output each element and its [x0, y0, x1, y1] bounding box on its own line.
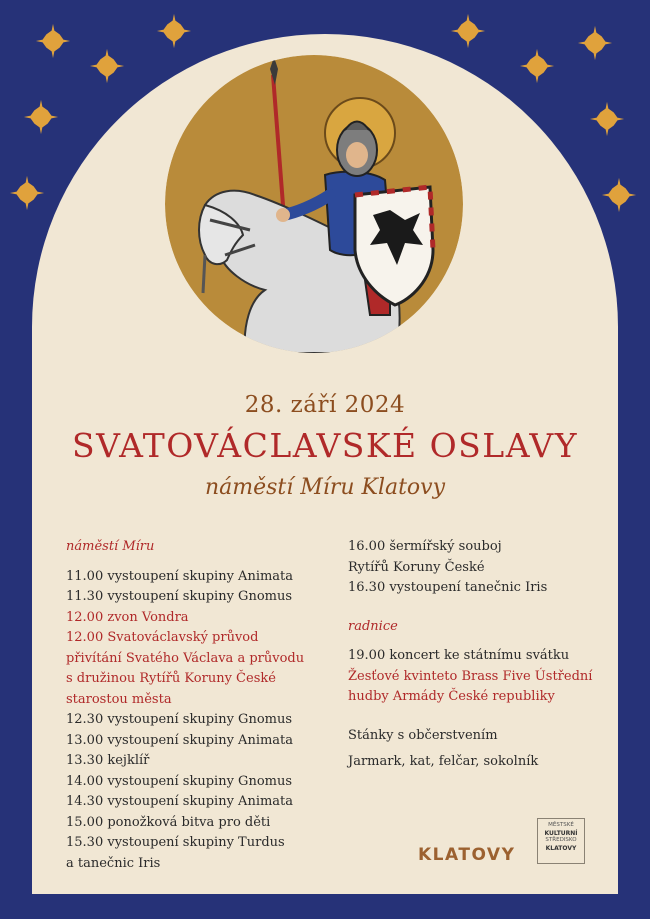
program-right-column: [348, 537, 598, 773]
star-icon: [155, 12, 193, 50]
program-line: hudby Armády České republiky: [348, 689, 555, 704]
logo-line: KLATOVY: [545, 844, 577, 852]
program-line: a tanečnic Iris: [66, 855, 161, 871]
klatovy-logo: KLATOVY: [418, 845, 516, 865]
program-line: 14.30 vystoupení skupiny Animata: [66, 794, 294, 809]
program-line: Rytířů Koruny České: [348, 559, 485, 575]
program-line: 14.00 vystoupení skupiny Gnomus: [66, 773, 293, 789]
logo-line: MĚSTSKÉ: [548, 822, 574, 828]
star-icon: [34, 22, 72, 60]
star-icon: [88, 47, 126, 85]
program-item: [66, 792, 316, 813]
program-left-column: [66, 537, 316, 874]
program-line: 12.30 vystoupení skupiny Gnomus: [66, 712, 293, 727]
section-heading: náměstí Míru: [66, 539, 155, 554]
program-item: [66, 751, 316, 772]
stalls-info: [348, 726, 598, 773]
logo-line: STŘEDISKO: [545, 837, 577, 843]
concert-line: 19.00 koncert ke státnímu svátku: [348, 648, 570, 663]
program-item: [66, 731, 316, 752]
program-line: 13.30 kejklíř: [66, 753, 150, 768]
program-item: [66, 833, 316, 874]
star-icon: [8, 174, 46, 212]
program-item: [348, 578, 598, 599]
program-item: [66, 608, 316, 629]
ensemble-info: [348, 667, 598, 708]
program-line: Žesťové kvinteto Brass Five Ústřední: [348, 668, 593, 684]
logo-line: KULTURNÍ: [544, 829, 578, 837]
program-line: Stánky s občerstvením: [348, 727, 498, 743]
saint-wenceslas-illustration: [165, 55, 463, 353]
program-line: s družinou Rytířů Koruny České: [66, 671, 276, 686]
program-item: [66, 813, 316, 834]
star-icon: [518, 47, 556, 85]
event-date: 28. září 2024: [244, 392, 406, 418]
program-line: starostou města: [66, 691, 172, 707]
event-location: náměstí Míru Klatovy: [204, 475, 446, 500]
section-heading: radnice: [348, 618, 398, 634]
star-icon: [22, 98, 60, 136]
program-item: [66, 567, 316, 588]
event-title: SVATOVÁCLAVSKÉ OSLAVY: [71, 426, 579, 465]
program-line: 16.30 vystoupení tanečnic Iris: [348, 580, 548, 595]
program-item: [66, 710, 316, 731]
program-item: [66, 772, 316, 793]
program-line: 11.00 vystoupení skupiny Animata: [66, 568, 294, 584]
program-item: [348, 537, 598, 578]
program-line: 12.00 Svatováclavský průvod: [66, 630, 259, 645]
program-item: [66, 628, 316, 710]
program-line: 13.00 vystoupení skupiny Animata: [66, 732, 294, 748]
program-line: 16.00 šermířský souboj: [348, 539, 502, 554]
program-line: 12.00 zvon Vondra: [66, 609, 189, 625]
program-line: Jarmark, kat, felčar, sokolník: [348, 754, 539, 769]
star-icon: [600, 176, 638, 214]
cultural-center-logo: [537, 818, 585, 864]
program-line: 15.00 ponožková bitva pro děti: [66, 814, 271, 830]
star-icon: [449, 12, 487, 50]
program-line: 11.30 vystoupení skupiny Gnomus: [66, 589, 293, 604]
star-icon: [576, 24, 614, 62]
program-line: 15.30 vystoupení skupiny Turdus: [66, 835, 285, 850]
program-line: přivítání Svatého Václava a průvodu: [66, 650, 305, 666]
star-icon: [588, 100, 626, 138]
program-item: [66, 587, 316, 608]
